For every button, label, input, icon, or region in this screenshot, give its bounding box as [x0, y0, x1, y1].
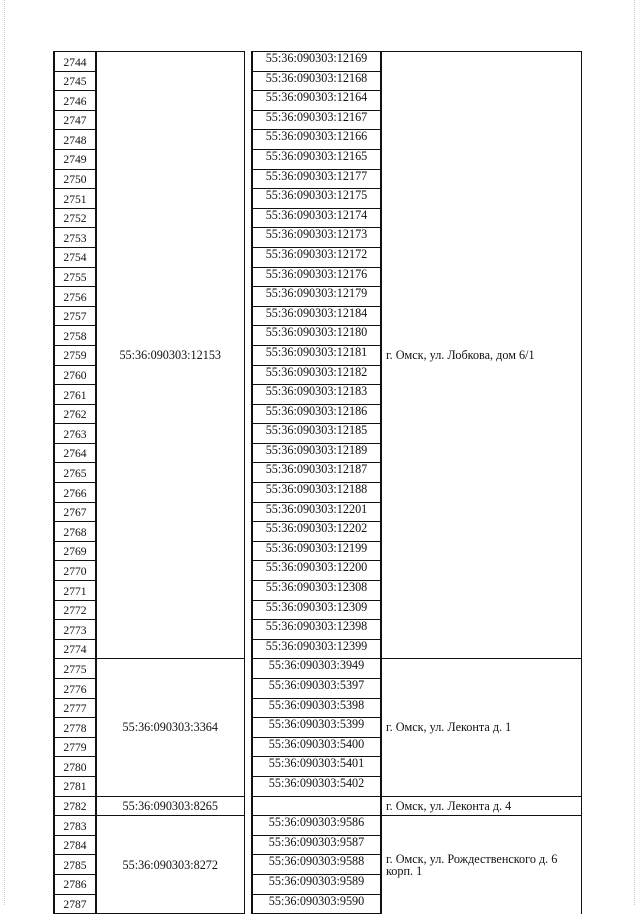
- parent-cadastral-number: 55:36:090303:3364: [96, 659, 244, 796]
- child-cadastral-number: 55:36:090303:5400: [252, 737, 381, 757]
- row-number: 2757: [54, 306, 96, 326]
- child-cadastral-number: 55:36:090303:12180: [252, 326, 381, 346]
- row-number: 2776: [54, 679, 96, 699]
- address: г. Омск, ул. Леконта д. 4: [381, 796, 581, 816]
- row-number: 2770: [54, 561, 96, 581]
- child-cadastral-number: 55:36:090303:12185: [252, 424, 381, 444]
- child-cadastral-number: 55:36:090303:12199: [252, 541, 381, 561]
- address: г. Омск, ул. Леконта д. 1: [381, 659, 581, 796]
- child-cadastral-number: 55:36:090303:12164: [252, 91, 381, 111]
- row-number: 2772: [54, 600, 96, 620]
- row-number: 2775: [54, 659, 96, 679]
- cadastral-table: [53, 51, 582, 914]
- column-gap: [244, 816, 252, 914]
- parent-cadastral-number: 55:36:090303:8272: [96, 816, 244, 914]
- row-number: 2780: [54, 757, 96, 777]
- row-number: 2750: [54, 169, 96, 189]
- child-cadastral-number: 55:36:090303:12184: [252, 306, 381, 326]
- child-cadastral-number: 55:36:090303:12172: [252, 247, 381, 267]
- row-number: 2784: [54, 835, 96, 855]
- child-cadastral-number: 55:36:090303:12175: [252, 189, 381, 209]
- child-cadastral-number: 55:36:090303:12182: [252, 365, 381, 385]
- child-cadastral-number: 55:36:090303:12186: [252, 404, 381, 424]
- row-number: 2771: [54, 581, 96, 601]
- child-cadastral-number: 55:36:090303:12189: [252, 443, 381, 463]
- child-cadastral-number: 55:36:090303:12168: [252, 71, 381, 91]
- child-cadastral-number: 55:36:090303:12176: [252, 267, 381, 287]
- child-cadastral-number: 55:36:090303:12399: [252, 639, 381, 659]
- row-number: 2744: [54, 52, 96, 72]
- row-number: 2754: [54, 247, 96, 267]
- column-gap: [244, 796, 252, 816]
- child-cadastral-number: 55:36:090303:12169: [252, 52, 381, 72]
- row-number: 2747: [54, 110, 96, 130]
- row-number: 2773: [54, 620, 96, 640]
- row-number: 2755: [54, 267, 96, 287]
- row-number: 2746: [54, 91, 96, 111]
- row-number: 2762: [54, 404, 96, 424]
- child-cadastral-number: 55:36:090303:12201: [252, 502, 381, 522]
- row-number: 2766: [54, 483, 96, 503]
- child-cadastral-number: 55:36:090303:5399: [252, 718, 381, 738]
- child-cadastral-number: 55:36:090303:12174: [252, 208, 381, 228]
- row-number: 2783: [54, 816, 96, 836]
- empty-child-cell: [252, 796, 381, 816]
- child-cadastral-number: 55:36:090303:5398: [252, 698, 381, 718]
- table-row: [54, 659, 581, 679]
- row-number: 2749: [54, 149, 96, 169]
- row-number: 2751: [54, 189, 96, 209]
- row-number: 2765: [54, 463, 96, 483]
- child-cadastral-number: 55:36:090303:12183: [252, 385, 381, 405]
- row-number: 2769: [54, 541, 96, 561]
- row-number: 2782: [54, 796, 96, 816]
- child-cadastral-number: 55:36:090303:5401: [252, 757, 381, 777]
- row-number: 2760: [54, 365, 96, 385]
- child-cadastral-number: 55:36:090303:9586: [252, 816, 381, 836]
- row-number: 2756: [54, 287, 96, 307]
- row-number: 2779: [54, 737, 96, 757]
- row-number: 2763: [54, 424, 96, 444]
- child-cadastral-number: 55:36:090303:12167: [252, 110, 381, 130]
- child-cadastral-number: 55:36:090303:12187: [252, 463, 381, 483]
- child-cadastral-number: 55:36:090303:5397: [252, 679, 381, 699]
- column-gap: [244, 659, 252, 796]
- row-number: 2777: [54, 698, 96, 718]
- row-number: 2745: [54, 71, 96, 91]
- row-number: 2768: [54, 522, 96, 542]
- child-cadastral-number: 55:36:090303:12202: [252, 522, 381, 542]
- child-cadastral-number: 55:36:090303:12173: [252, 228, 381, 248]
- row-number: 2778: [54, 718, 96, 738]
- row-number: 2767: [54, 502, 96, 522]
- child-cadastral-number: 55:36:090303:12308: [252, 581, 381, 601]
- child-cadastral-number: 55:36:090303:12181: [252, 345, 381, 365]
- row-number: 2774: [54, 639, 96, 659]
- address: г. Омск, ул. Рождественского д. 6 корп. 1: [381, 816, 581, 914]
- child-cadastral-number: 55:36:090303:12177: [252, 169, 381, 189]
- row-number: 2748: [54, 130, 96, 150]
- child-cadastral-number: 55:36:090303:9590: [252, 894, 381, 914]
- table-row: [54, 52, 581, 72]
- child-cadastral-number: 55:36:090303:5402: [252, 776, 381, 796]
- child-cadastral-number: 55:36:090303:9587: [252, 835, 381, 855]
- row-number: 2787: [54, 894, 96, 914]
- row-number: 2785: [54, 855, 96, 875]
- row-number: 2753: [54, 228, 96, 248]
- child-cadastral-number: 55:36:090303:12188: [252, 483, 381, 503]
- parent-cadastral-number: 55:36:090303:8265: [96, 796, 244, 816]
- child-cadastral-number: 55:36:090303:12200: [252, 561, 381, 581]
- scan-edge-right: [634, 0, 635, 905]
- table-row: [54, 796, 581, 816]
- child-cadastral-number: 55:36:090303:9589: [252, 874, 381, 894]
- table-body: [54, 52, 581, 914]
- child-cadastral-number: 55:36:090303:12398: [252, 620, 381, 640]
- table-row: [54, 816, 581, 836]
- column-gap: [244, 52, 252, 659]
- child-cadastral-number: 55:36:090303:12179: [252, 287, 381, 307]
- row-number: 2761: [54, 385, 96, 405]
- child-cadastral-number: 55:36:090303:12166: [252, 130, 381, 150]
- row-number: 2786: [54, 874, 96, 894]
- parent-cadastral-number: 55:36:090303:12153: [96, 52, 244, 659]
- child-cadastral-number: 55:36:090303:12309: [252, 600, 381, 620]
- row-number: 2764: [54, 443, 96, 463]
- row-number: 2752: [54, 208, 96, 228]
- scan-edge-left: [4, 0, 5, 905]
- child-cadastral-number: 55:36:090303:3949: [252, 659, 381, 679]
- child-cadastral-number: 55:36:090303:9588: [252, 855, 381, 875]
- row-number: 2759: [54, 345, 96, 365]
- address: г. Омск, ул. Лобкова, дом 6/1: [381, 52, 581, 659]
- child-cadastral-number: 55:36:090303:12165: [252, 149, 381, 169]
- row-number: 2758: [54, 326, 96, 346]
- row-number: 2781: [54, 776, 96, 796]
